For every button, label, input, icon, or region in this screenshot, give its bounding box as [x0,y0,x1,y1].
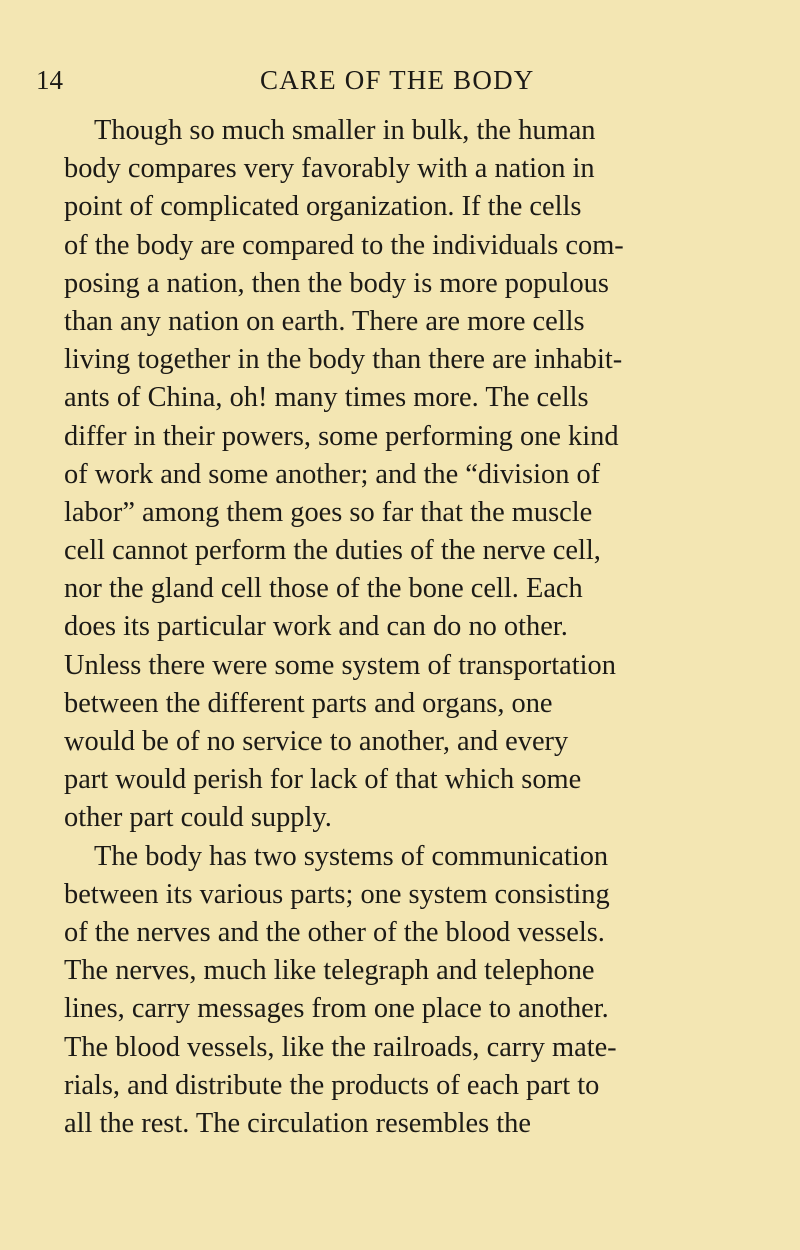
text-line: all the rest. The circulation resembles the [64,1107,531,1139]
text-line: part would perish for lack of that which some [64,764,582,796]
text-line: would be of no service to another, and every [64,726,569,757]
text-line: labor” among them goes so far that the muscle [64,496,593,528]
text-line: The nerves, much like telegraph and telephone [64,955,595,987]
text-line: cell cannot perform the duties of the nerve cell, [64,535,601,567]
text-line: lines, carry messages from one place to another. [64,993,609,1025]
text-line: living together in the body than there are inhabit- [64,344,623,376]
text-line: The body has two systems of communication [94,840,609,872]
text-line: differ in their powers, some performing one kind [64,420,619,452]
page-number: 14 [36,65,63,95]
text-line: nor the gland cell those of the bone cell. Each [64,573,583,605]
text-line: Though so much smaller in bulk, the human [94,115,596,146]
text-line: rials, and distribute the products of each part to [64,1069,600,1101]
paragraph [64,112,784,838]
text-line: than any nation on earth. There are more cells [64,305,585,337]
text-line: other part could supply. [64,802,332,834]
text-line: of the body are compared to the individuals com- [64,229,624,261]
text-line: The blood vessels, like the railroads, carry mate- [64,1031,617,1063]
text-line: of work and some another; and the “division of [64,458,601,490]
running-title: CARE OF THE BODY [260,65,535,95]
text-line: Unless there were some system of transportation [64,649,616,681]
text-line: ants of China, oh! many times more. The cells [64,382,589,414]
text-line: point of complicated organization. If the cells [64,191,582,223]
page-header [36,62,736,98]
text-line: body compares very favorably with a nation in [64,153,595,185]
text-line: does its particular work and can do no other. [64,611,568,643]
text-line: posing a nation, then the body is more populous [64,267,609,299]
body-text [64,112,784,1143]
text-line: between the different parts and organs, one [64,687,553,719]
text-line: between its various parts; one system consisting [64,878,610,910]
paragraph [64,838,784,1144]
text-line: of the nerves and the other of the blood vessels. [64,916,605,948]
